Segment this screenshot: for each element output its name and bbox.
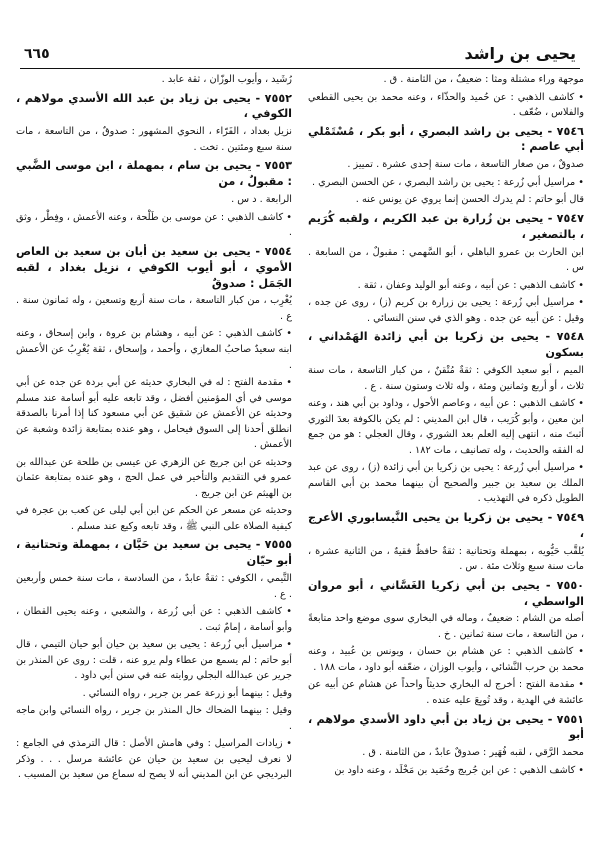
entry-heading: ٧٥٤٩ - يحيى بن زكريا بن يحيى النَّيسابوري الأعرج ،	[308, 510, 584, 540]
text-paragraph: وقيل : بينهما أبو زرعة عمر بن جرير ، رواه النسائي .	[82, 687, 292, 699]
text-paragraph: أصله من الشام : ضعيفٌ ، وماله في البخاري سوى موضع واحد متابعةً ، من التاسعة ، مات سنة ثمانين . خ .	[308, 613, 584, 640]
text-columns	[16, 72, 584, 852]
entry-heading: ٧٥٥٠ - يحيى بن أبي زكريا الغَسَّاني ، أبو مروان الواسطي ،	[308, 578, 584, 608]
text-paragraph: • مراسيل أبي زُرعة : يحيى بن سعيد بن حيان أبو حيان التيمي ، قال أبو حاتم : لم يسمع من عطاء ولم يرو عنه ، قلت : روى عن المنذر بن جرير عن عبدالله البجلي روايته عنه في سنن أبي داود .	[16, 639, 292, 682]
entry-heading: ٧٥٥٢ - يحيى بن زياد بن عبد الله الأسدي مولاهم ، الكوفي ،	[16, 91, 292, 121]
text-paragraph: • مراسيل أبي زُرعة : يحيى بن راشد البصري ، عن الحسن البصري .	[311, 176, 584, 188]
text-paragraph: نزيل بغداد ، الفَرّاء ، النحوي المشهور : صدوقٌ ، من التاسعة ، مات سنة سبع ومئتين . تخت .	[16, 126, 292, 153]
entry-heading: ٧٥٤٦ - يحيى بن راشد البصري ، أبو بكر ، مُسْتَمْلي أبي عاصم :	[308, 124, 584, 154]
text-paragraph: • كاشف الذهبي : عن موسى بن طَلْحة ، وعنه الأعمش ، وفِطْر ، وثق .	[16, 211, 292, 239]
text-paragraph: • كاشف الذهبي : عن أبيه ، وهشام بن عروة ، وابن إسحاق ، وعنه ابنه سعيدٌ صاحبُ المغازي ، وأحمد ، وإسحاق ، ثقة يُغْرِبُ عن الأعمش .	[16, 328, 292, 371]
text-paragraph: • كاشف الذهبي : عن حُميد والحذّاء ، وعنه محمد بن يحيى القطعي والفلاس ، ضُعّف .	[308, 91, 584, 119]
entry-heading: ٧٥٤٨ - يحيى بن زكريا بن أبي زائدة الهَمْداني ، بسكون	[308, 330, 584, 360]
entry-heading: ٧٥٤٧ - يحيى بن زُرارة بن عبد الكريم ، ولقبه كُرَيم ، بالتصغير ،	[308, 211, 584, 241]
text-paragraph: موجهة وراء مشتلة ومثا : ضعيفٌ ، من الثامنة . ق .	[383, 74, 584, 85]
text-paragraph: وحديثه عن ابن جريج عن الزهري عن عيسى بن طلحة عن عبدالله بن عمرو في التقديم والتأخير في عمل الحج ، وهو عنده بمتابعة عثمان بن الهيثم عن ابن جريج .	[16, 456, 292, 499]
text-paragraph: صدوقٌ ، من صغار التاسعة ، مات سنة إحدى عشرة . تمييز .	[347, 159, 584, 171]
running-title: يحيى بن راشد	[464, 44, 576, 63]
entry-heading: ٧٥٥٣ - يحيى بن سام ، بمهملة ، ابن موسى الضَّبي : مقبولٌ ، من	[16, 159, 292, 189]
entry-heading: ٧٥٥٥ - يحيى بن سعيد بن حَيَّان ، بمهملة وتحتانية ، أبو حيّان	[16, 538, 292, 568]
page-number: ٦٦٥	[24, 46, 50, 62]
header-rule	[20, 68, 580, 69]
text-paragraph: يُغْرِب ، من كبار التاسعة ، مات سنة أربع وتسعين ، وله ثمانون سنة . ع .	[16, 295, 292, 322]
text-paragraph: الميم ، أبو سعيد الكوفي : ثقةٌ مُتْقنٌ ، من كبار التاسعة ، مات سنة ثلاث ، أو أربع وثمانين ومئة ، وله ثلاث وستون سنة . ع .	[308, 365, 584, 392]
text-paragraph: قال أبو حاتم : لم يدرك الحسن إنما يروي عن يونس عنه .	[355, 194, 584, 206]
text-paragraph: • كاشف الذهبي : عن أبي زُرعة ، والشعبي ، وعنه يحيى القطان ، وأبو أسامة ، إمامٌ ثبت .	[16, 606, 292, 633]
right-column	[308, 72, 584, 852]
page-header	[18, 40, 582, 68]
entry-heading: ٧٥٥٤ - يحيى بن سعيد بن أبان بن سعيد بن العاص الأموي ، أبو أيوب الكوفي ، نزيل بغداد ، لقبه الجَمَل : صدوقٌ	[16, 244, 292, 290]
text-paragraph: • مقدمة الفتح : له في البخاري حديثه عن أبي بردة عن جده عن أبي موسى في أي المؤمنين أفضل ، وقد تابعه عليه أبو أسامة عند مسلم وحديثه عن الأعمش عن شقيق عن أبي مسعود كنا إذا أمرنا بالصدقة انطلق أحدنا إلى السوق فيحامل ، وهو عنده بمتابعة زائدة وشعبة عن الأعمش .	[16, 377, 292, 451]
text-paragraph: الرابعة . د س .	[231, 194, 292, 206]
text-paragraph: رُشَيد ، وأيوب الوزّان ، ثقة عابد .	[161, 74, 292, 85]
text-paragraph: ابن الحارث بن عمرو الباهلي ، أبو السَّهمي : مقبولٌ ، من السابعة . س .	[308, 246, 584, 274]
text-paragraph: محمد الرَّقي ، لقبه فُهَير : صدوقٌ عابدٌ ، من الثامنة . ق .	[362, 747, 584, 759]
text-paragraph: • زيادات المراسيل : وفي هامش الأصل : قال الترمذي في الجامع : لا نعرف ليحيى بن سعيد بن حيان عن عائشة مرسل . . . وذكر البرديجي عن ابن المديني أنه لا يصح له سماع من سعيد بن المسيب .	[16, 738, 292, 781]
text-paragraph: التَّيمي ، الكوفي : ثقةٌ عابدٌ ، من السادسة ، مات سنة خمس وأربعين . ع .	[16, 572, 292, 600]
text-paragraph: • كاشف الذهبي : عن أبيه ، وعنه أبو الوليد وعفان ، ثقة .	[357, 279, 584, 291]
left-column	[16, 72, 292, 852]
text-paragraph: وحديثه عن مسعر عن الحكم عن ابن أبي ليلى عن كعب بن عجرة في كيفية الصلاة على النبي ﷺ ، وقد تابعه وكيع عند مسلم .	[16, 505, 292, 532]
text-paragraph: وقيل : بينهما الضحاك خال المنذر بن جرير ، رواه النسائي وابن ماجه .	[16, 705, 292, 732]
text-paragraph: • مراسيل أبي زُرعة : يحيى بن زكريا بن أبي زائدة (ز) ، روى عن عبد الملك بن سعيد بن جبير والصحيح أن بينهما محمد بن أبي القاسم الطويل ذكره في التهذيب .	[308, 462, 584, 505]
text-paragraph: • مقدمة الفتح : أخرج له البخاري حديثاً واحداً عن هشام عن أبيه عن عائشة في الهدية ، وقد تُوبِعَ عليه عنده .	[308, 679, 584, 706]
text-paragraph: يُلقَّب حَيُّويه ، بمهملة وتحتانية : ثقةٌ حافظٌ فقيهٌ ، من الثانية عشرة ، مات سنة سبع وثلاث مئة . س .	[308, 545, 584, 573]
text-paragraph: • كاشف الذهبي : عن ابن جُريج وحُمَيد بن مَخْلَد ، وعنه داود بن	[334, 764, 584, 776]
text-paragraph: • كاشف الذهبي : عن أبيه ، وعاصم الأحول ، وداود بن أبي هند ، وعنه ابن معين ، وأبو كُرَيب ، قال ابن المديني : لم يكن بالكوفة بعدَ الثوري أثبتَ منه ، انتهى إليه العلم بعد الشوري ، وقال العجلي : هو من جمع له الفقه والحديث ، وله تصانيف ، مات ١٨٢ .	[308, 398, 584, 456]
entry-heading: ٧٥٥١ - يحيى بن زياد بن أبي داود الأسدي مولاهم ، أبو	[308, 712, 584, 742]
text-paragraph: • كاشف الذهبي : عن هشام بن حسان ، ويونس بن عُبيد ، وعنه محمد بن حرب النَّشائي ، وأيوب الوزان ، ضعّفه أبو داود ، مات ١٨٨ .	[308, 646, 584, 673]
text-paragraph: • مراسيل أبي زُرعة : يحيى بن زرارة بن كريم (ز) ، روى عن جده ، وقيل : عن أبيه عن جده . وهو الذي في سنن النسائي .	[308, 297, 584, 324]
